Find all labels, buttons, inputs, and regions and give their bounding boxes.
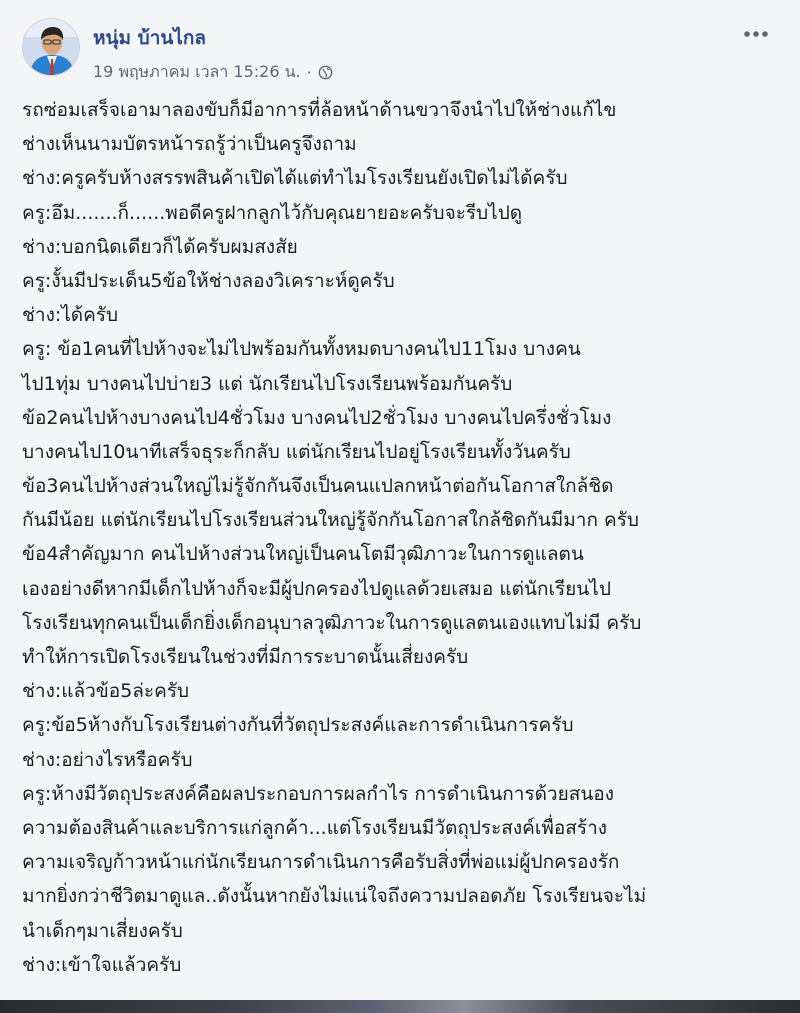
post-text-line: ช่างเห็นนามบัตรหน้ารถรู้ว่าเป็นครูจึงถาม [22, 133, 357, 156]
post-text-line: ข้อ4สำคัญมาก คนไปห้างส่วนใหญ่เป็นคนโตมีวุฒิภาวะในการดูแลตน [22, 543, 584, 566]
post-text-line: ทำให้การเปิดโรงเรียนในช่วงที่มีการระบาดนั้นเสี่ยงครับ [22, 646, 469, 668]
more-options-button[interactable] [738, 20, 774, 48]
more-options-icon [743, 30, 769, 38]
post-text-line: ช่าง:อย่างไรหรือครับ [22, 748, 193, 771]
post-text-line: มากยิ่งกว่าชีวิตมาดูแล..ดังนั้นหากยังไม่แน่ใจถึงความปลอดภัย โรงเรียนจะไม่ [22, 885, 647, 908]
post-text-line: ช่าง:ครูครับห้างสรรพสินค้าเปิดได้แต่ทำไมโรงเรียนยังเปิดไม่ได้ครับ [22, 167, 568, 190]
attached-image-edge[interactable] [0, 1000, 800, 1013]
post-header [22, 18, 782, 86]
post-text-line: ความเจริญก้าวหน้าแก่นักเรียนการดำเนินการคือรับสิ่งที่พ่อแม่ผู้ปกครองรัก [22, 851, 620, 874]
post-text-line: ครู:ข้อ5ห้างกับโรงเรียนต่างกันที่วัตถุประสงค์และการดำเนินการครับ [22, 714, 574, 737]
post-text-line: ไป1ทุ่ม บางคนไปบ่าย3 แต่ นักเรียนไปโรงเรียนพร้อมกันครับ [22, 372, 513, 395]
post-text-line: ครู:ห้างมีวัตถุประสงค์คือผลประกอบการผลกำไร การดำเนินการด้วยสนอง [22, 782, 614, 805]
post-meta [93, 60, 333, 85]
post-text-line: ความต้องสินค้าและบริการแก่ลูกค้า...แต่โรงเรียนมีวัตถุประสงค์เพื่อสร้าง [22, 816, 608, 839]
post-text-line: นำเด็กๆมาเสี่ยงครับ [22, 919, 183, 942]
post-text-line: ข้อ3คนไปห้างส่วนใหญ่ไม่รู้จักกันจึงเป็นคนแปลกหน้าต่อกันโอกาสใกล้ชิด [22, 475, 614, 498]
globe-icon[interactable] [318, 65, 333, 80]
post-text-line: ครู:อึม.......ก็......พอดีครูฝากลูกไว้กับคุณยายอะครับจะรีบไปดู [22, 201, 523, 224]
post-text-line: ช่าง:บอกนิดเดียวก็ได้ครับผมสงสัย [22, 235, 298, 258]
post-text-line: รถซ่อมเสร็จเอามาลองขับก็มีอาการที่ล้อหน้าด้านขวาจึงนำไปให้ช่างแก้ไข [22, 99, 617, 121]
author-avatar[interactable] [22, 18, 80, 76]
post-text-line: เองอย่างดีหากมีเด็กไปห้างก็จะมีผู้ปกครองไปดูแลด้วยเสมอ แต่นักเรียนไป [22, 577, 611, 600]
post-text-line: ช่าง:ได้ครับ [22, 304, 119, 327]
avatar-photo [23, 19, 80, 76]
author-name[interactable]: หนุ่ม บ้านไกล [93, 27, 207, 49]
post-timestamp[interactable]: 19 พฤษภาคม เวลา 15:26 น. [93, 62, 301, 81]
post-text-line: ครู: ข้อ1คนที่ไปห้างจะไม่ไปพร้อมกันทั้งหมดบางคนไป11โมง บางคน [22, 338, 581, 361]
post-body [22, 93, 792, 982]
post-text-line: โรงเรียนทุกคนเป็นเด็กยิ่งเด็กอนุบาลวุฒิภาวะในการดูแลตนเองแทบไม่มี ครับ [22, 611, 642, 634]
post-text-line: บางคนไป10นาทีเสร็จธุระก็กลับ แต่นักเรียนไปอยู่โรงเรียนทั้งวันครับ [22, 440, 571, 463]
post-text-line: ครู:งั้นมีประเด็น5ข้อให้ช่างลองวิเคราะห์ดูครับ [22, 269, 395, 292]
post-text-line: กันมีน้อย แต่นักเรียนไปโรงเรียนส่วนใหญ่รู้จักกันโอกาสใกล้ชิดกันมีมาก ครับ [22, 509, 639, 532]
post-text-line: ช่าง:แล้วข้อ5ล่ะครับ [22, 680, 190, 703]
post-text-line: ข้อ2คนไปห้างบางคนไป4ชั่วโมง บางคนไป2ชั่วโมง บางคนไปครึ่งชั่วโมง [22, 406, 612, 429]
post-text-line: ช่าง:เข้าใจแล้วครับ [22, 953, 182, 976]
meta-separator: · [306, 63, 312, 82]
